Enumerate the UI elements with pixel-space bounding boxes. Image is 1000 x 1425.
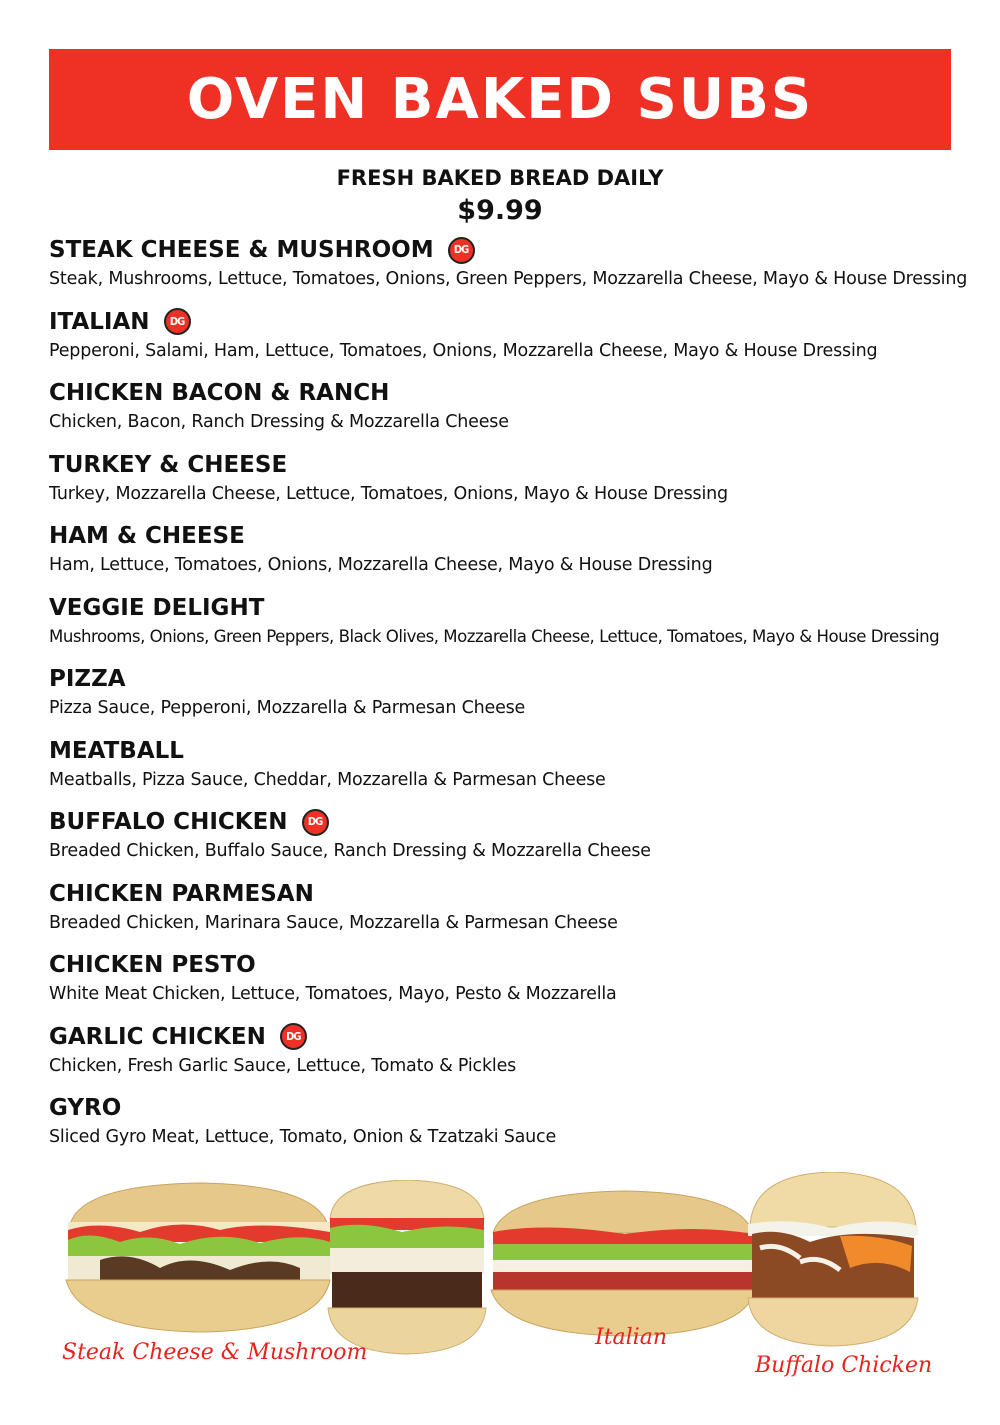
item-name: CHICKEN PESTO: [49, 952, 256, 978]
menu-item: [49, 449, 969, 521]
buffalo-chicken-sub-image: [740, 1172, 925, 1347]
item-description: Steak, Mushrooms, Lettuce, Tomatoes, Onions, Green Peppers, Mozzarella Cheese, Mayo & House Dressing: [49, 269, 968, 289]
item-name: CHICKEN BACON & RANCH: [49, 380, 390, 406]
item-description: Pizza Sauce, Pepperoni, Mozzarella & Parmesan Cheese: [49, 698, 526, 718]
item-name: MEATBALL: [49, 737, 184, 764]
menu-item: [49, 735, 969, 807]
dg-badge-icon: DG: [302, 809, 329, 836]
italian-sub-short-image: [322, 1180, 492, 1355]
item-description: Mushrooms, Onions, Green Peppers, Black Olives, Mozzarella Cheese, Lettuce, Tomatoes, Mayo & House Dressing: [49, 626, 940, 646]
item-description: Turkey, Mozzarella Cheese, Lettuce, Tomatoes, Onions, Mayo & House Dressing: [49, 483, 728, 504]
caption-buffalo: Buffalo Chicken: [755, 1353, 933, 1378]
dg-badge-icon: DG: [280, 1023, 307, 1050]
menu-item: [49, 1021, 969, 1093]
dg-badge-icon: DG: [448, 237, 475, 264]
item-description: Meatballs, Pizza Sauce, Cheddar, Mozzarella & Parmesan Cheese: [49, 769, 606, 790]
item-name: STEAK CHEESE & MUSHROOM: [49, 237, 434, 263]
item-name: GYRO: [49, 1095, 122, 1121]
item-name: HAM & CHEESE: [49, 523, 245, 549]
item-description: Breaded Chicken, Marinara Sauce, Mozzarella & Parmesan Cheese: [49, 912, 618, 933]
menu-item: [49, 806, 969, 878]
menu-item: [49, 377, 969, 449]
title-banner: [49, 49, 951, 150]
item-description: White Meat Chicken, Lettuce, Tomatoes, Mayo, Pesto & Mozzarella: [49, 984, 617, 1004]
menu-item: [49, 949, 969, 1021]
item-name: TURKEY & CHEESE: [49, 451, 288, 478]
tagline: FRESH BAKED BREAD DAILY: [336, 166, 664, 190]
menu-list: [49, 234, 969, 1164]
page-title: OVEN BAKED SUBS: [186, 67, 814, 132]
menu-item: [49, 663, 969, 735]
price: $9.99: [457, 195, 543, 226]
item-name: ITALIAN: [49, 308, 150, 335]
steak-cheese-mushroom-sub-image: [60, 1180, 335, 1340]
item-name: CHICKEN PARMESAN: [49, 880, 314, 907]
item-description: Ham, Lettuce, Tomatoes, Onions, Mozzarella Cheese, Mayo & House Dressing: [49, 555, 713, 575]
item-description: Pepperoni, Salami, Ham, Lettuce, Tomatoes, Onions, Mozzarella Cheese, Mayo & House Dressing: [49, 340, 878, 361]
menu-item: [49, 592, 969, 664]
item-description: Chicken, Fresh Garlic Sauce, Lettuce, Tomato & Pickles: [49, 1055, 517, 1076]
item-name: PIZZA: [49, 666, 126, 692]
menu-item: [49, 878, 969, 950]
item-description: Sliced Gyro Meat, Lettuce, Tomato, Onion & Tzatzaki Sauce: [49, 1127, 557, 1147]
menu-item: [49, 306, 969, 378]
caption-italian: Italian: [595, 1325, 668, 1350]
caption-steak: Steak Cheese & Mushroom: [62, 1340, 368, 1365]
sandwich-photos: [0, 1170, 1000, 1425]
menu-item: [49, 520, 969, 592]
menu-item: [49, 234, 969, 306]
menu-item: [49, 1092, 969, 1164]
item-description: Chicken, Bacon, Ranch Dressing & Mozzarella Cheese: [49, 412, 509, 432]
item-name: BUFFALO CHICKEN: [49, 809, 288, 835]
item-name: GARLIC CHICKEN: [49, 1023, 266, 1050]
italian-sub-image: [485, 1188, 760, 1338]
item-description: Breaded Chicken, Buffalo Sauce, Ranch Dressing & Mozzarella Cheese: [49, 841, 651, 861]
dg-badge-icon: DG: [164, 308, 191, 335]
item-name: VEGGIE DELIGHT: [49, 594, 265, 621]
